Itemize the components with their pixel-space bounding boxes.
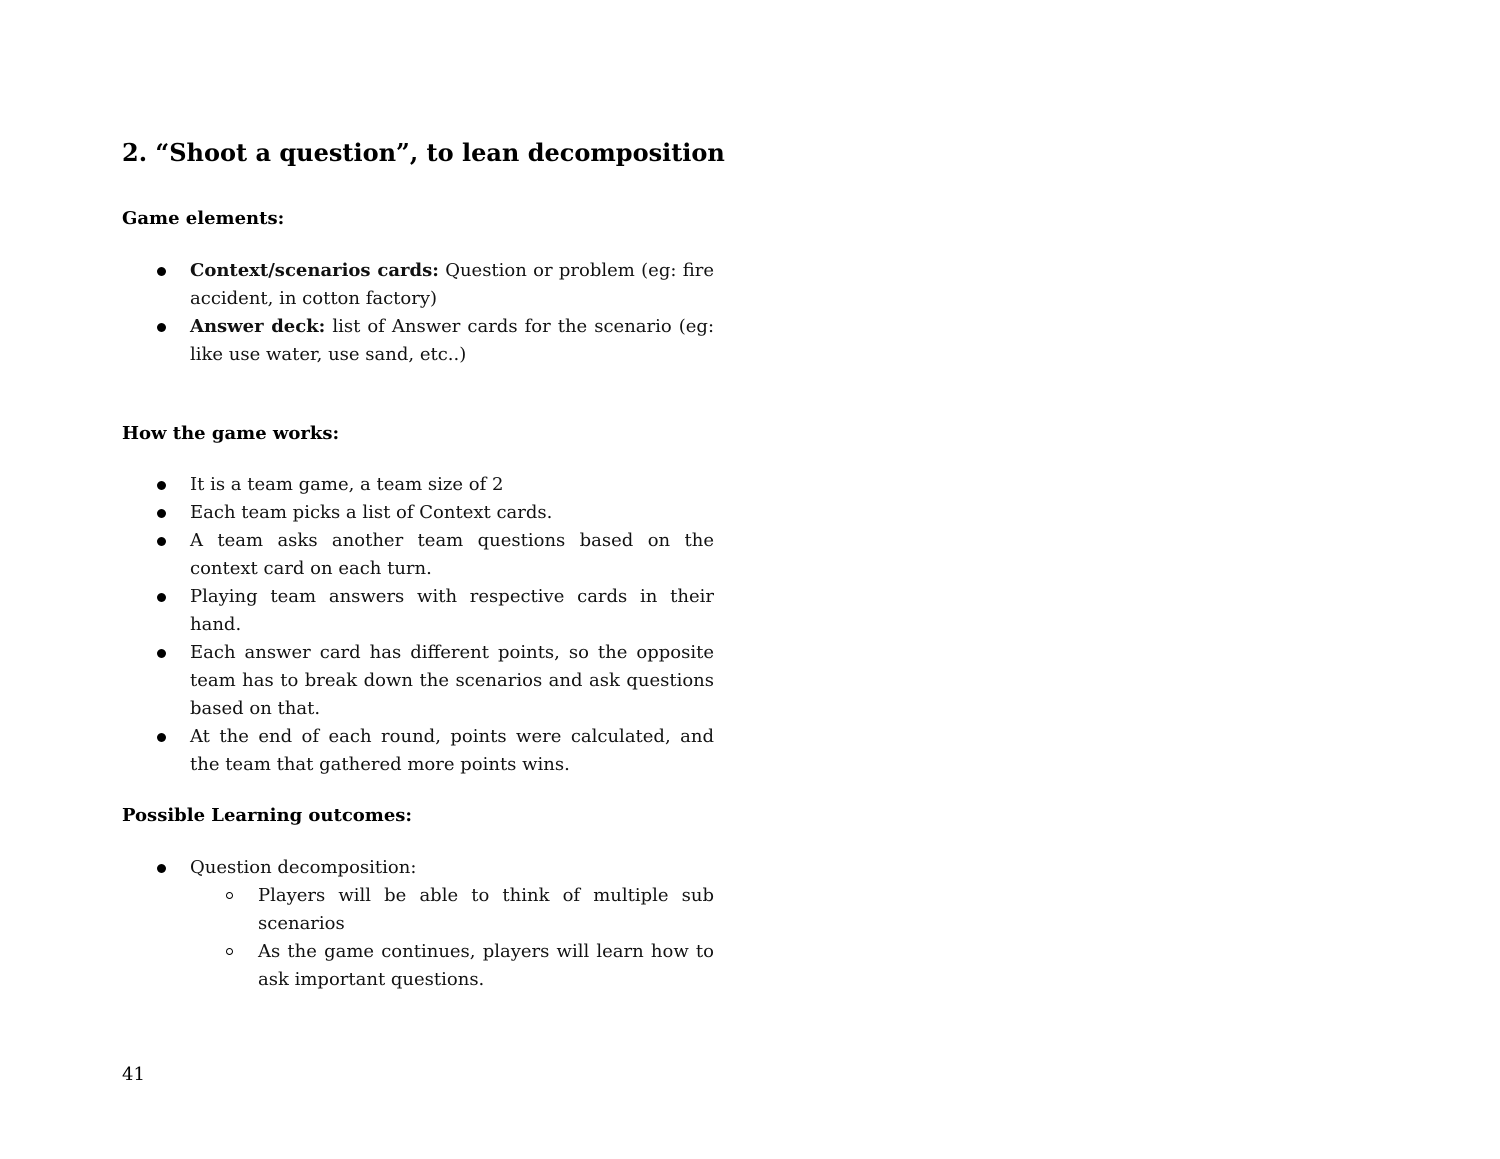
bullet-icon: [157, 649, 166, 658]
item-text: list of Answer cards for the scenario (eg: like use water, use sand, etc..): [190, 316, 715, 365]
hollow-bullet-icon: [226, 948, 233, 955]
item-text: Question or problem (eg: fire accident, in cotton factory): [190, 260, 714, 309]
bullet-icon: [157, 509, 166, 518]
list-item: [0, 639, 714, 723]
how-game-works-list: [0, 471, 714, 779]
list-item: [0, 854, 714, 994]
game-elements-heading: Game elements:: [122, 208, 285, 229]
item-label: Answer deck:: [190, 316, 326, 337]
bullet-icon: [157, 323, 166, 332]
page-number: 41: [122, 1064, 145, 1085]
section-title: 2. “Shoot a question”, to lean decomposition: [122, 138, 725, 167]
bullet-icon: [157, 733, 166, 742]
sub-item-text: Players will be able to think of multiple sub scenarios: [258, 885, 714, 934]
item-text: A team asks another team questions based on the context card on each turn.: [190, 530, 714, 579]
bullet-icon: [157, 593, 166, 602]
learning-outcomes-list: [0, 854, 714, 994]
learning-outcomes-heading: Possible Learning outcomes:: [122, 805, 413, 826]
hollow-bullet-icon: [226, 892, 233, 899]
item-text: Playing team answers with respective cards in their hand.: [190, 586, 714, 635]
list-item: [0, 471, 714, 499]
list-item: [0, 583, 714, 639]
bullet-icon: [157, 267, 166, 276]
item-text: Each team picks a list of Context cards.: [190, 502, 553, 523]
item-text: At the end of each round, points were calculated, and the team that gathered more points wins.: [190, 726, 714, 775]
game-elements-list: [0, 257, 714, 369]
list-item: [0, 313, 714, 369]
list-item: [0, 499, 714, 527]
sub-list-item: [190, 882, 714, 938]
item-text: Question decomposition:: [190, 857, 417, 878]
sub-item-text: As the game continues, players will learn how to ask important questions.: [258, 941, 714, 990]
bullet-icon: [157, 864, 166, 873]
sub-list: [190, 882, 714, 994]
item-text: It is a team game, a team size of 2: [190, 474, 504, 495]
sub-list-item: [190, 938, 714, 994]
item-label: Context/scenarios cards:: [190, 260, 439, 281]
bullet-icon: [157, 537, 166, 546]
bullet-icon: [157, 481, 166, 490]
list-item: [0, 527, 714, 583]
how-game-works-heading: How the game works:: [122, 423, 340, 444]
item-text: Each answer card has different points, so the opposite team has to break down the scenarios and ask questions based on that.: [190, 642, 714, 719]
list-item: [0, 257, 714, 313]
list-item: [0, 723, 714, 779]
